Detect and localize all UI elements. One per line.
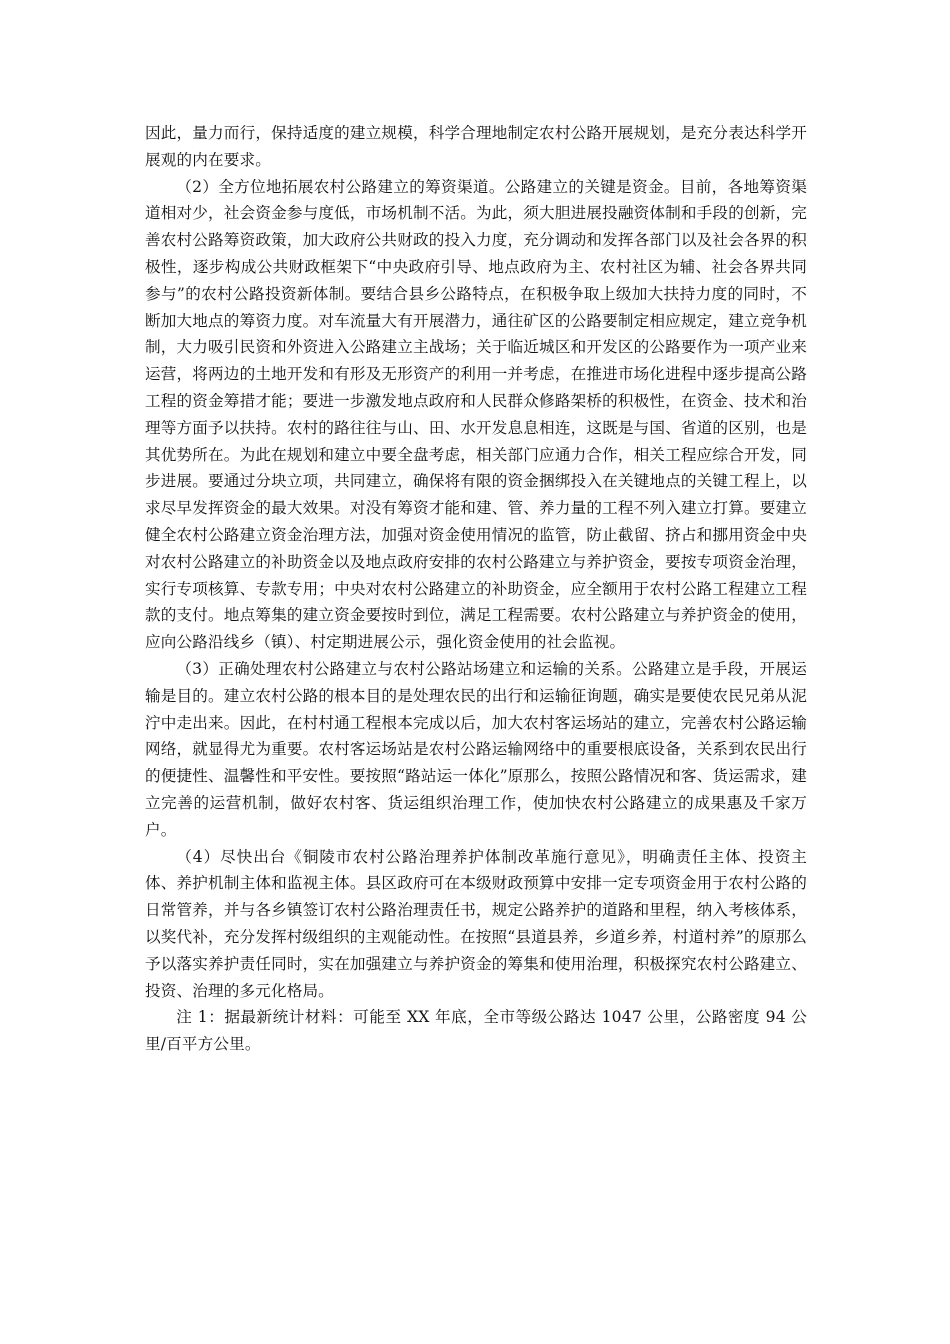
footnote-statistics: 注 1：据最新统计材料：可能至 XX 年底，全市等级公路达 1047 公里，公路密度 94 公里/百平方公里。 — [145, 1008, 807, 1054]
paragraph-maintenance-reform: （4）尽快出台《铜陵市农村公路治理养护体制改革施行意见》，明确责任主体、投资主体、养护机制主体和监视主体。县区政府可在本级财政预算中安排一定专项资金用于农村公路的日常管养，并与各乡镇签订农村公路治理责任书，规定公路养护的道路和里程，纳入考核体系，以奖代补，充分发挥村级组织的主观能动性。在按照“县道县养，乡道乡养，村道村养”的原那么予以落实养护责任同时，实在加强建立与养护资金的筹集和使用治理，积极探究农村公路建立、投资、治理的多元化格局。 — [145, 847, 807, 1000]
paragraph-station-transport: （3）正确处理农村公路建立与农村公路站场建立和运输的关系。公路建立是手段，开展运输是目的。建立农村公路的根本目的是处理农民的出行和运输征询题，确实是要使农民兄弟从泥泞中走出来。因此，在村村通工程根本完成以后，加大农村客运场站的建立，完善农村公路运输网络，就显得尤为重要。农村客运场站是农村公路运输网络中的重要根底设备，关系到农民出行的便捷性、温馨性和平安性。要按照“路站运一体化”原那么，按照公路情况和客、货运需求，建立完善的运营机制，做好农村客、货运组织治理工作，使加快农村公路建立的成果惠及千家万户。 — [145, 659, 807, 839]
document-body — [145, 120, 807, 1058]
paragraph-funding-channels: （2）全方位地拓展农村公路建立的筹资渠道。公路建立的关键是资金。目前，各地筹资渠道相对少，社会资金参与度低，市场机制不活。为此，须大胆进展投融资体制和手段的创新，完善农村公路筹资政策，加大政府公共财政的投入力度，充分调动和发挥各部门以及社会各界的积极性，逐步构成公共财政框架下“中央政府引导、地点政府为主、农村社区为辅、社会各界共同参与”的农村公路投资新体制。要结合县乡公路特点，在积极争取上级加大扶持力度的同时，不断加大地点的筹资力度。对车流量大有开展潜力，通往矿区的公路要制定相应规定，建立竞争机制，大力吸引民资和外资进入公路建立主战场；关于临近城区和开发区的公路要作为一项产业来运营，将两边的土地开发和有形及无形资产的利用一并考虑，在推进市场化进程中逐步提高公路工程的资金筹措才能；要进一步激发地点政府和人民群众修路架桥的积极性，在资金、技术和治理等方面予以扶持。农村的路往往与山、田、水开发息息相连，这既是与国、省道的区别，也是其优势所在。为此在规划和建立中要全盘考虑，相关部门应通力合作，相关工程应综合开发，同步进展。要通过分块立项，共同建立，确保将有限的资金捆绑投入在关键地点的关键工程上，以求尽早发挥资金的最大效果。对没有筹资才能和建、管、养力量的工程不列入建立打算。要建立健全农村公路建立资金治理方法，加强对资金使用情况的监管，防止截留、挤占和挪用资金中央对农村公路建立的补助资金以及地点政府安排的农村公路建立与养护资金，要按专项资金治理，实行专项核算、专款专用；中央对农村公路建立的补助资金，应全额用于农村公路工程建立工程款的支付。地点筹集的建立资金要按时到位，满足工程需要。农村公路建立与养护资金的使用，应向公路沿线乡（镇）、村定期进展公示，强化资金使用的社会监视。 — [145, 177, 807, 652]
paragraph-continuation: 因此，量力而行，保持适度的建立规模，科学合理地制定农村公路开展规划，是充分表达科学开展观的内在要求。 — [145, 124, 807, 169]
